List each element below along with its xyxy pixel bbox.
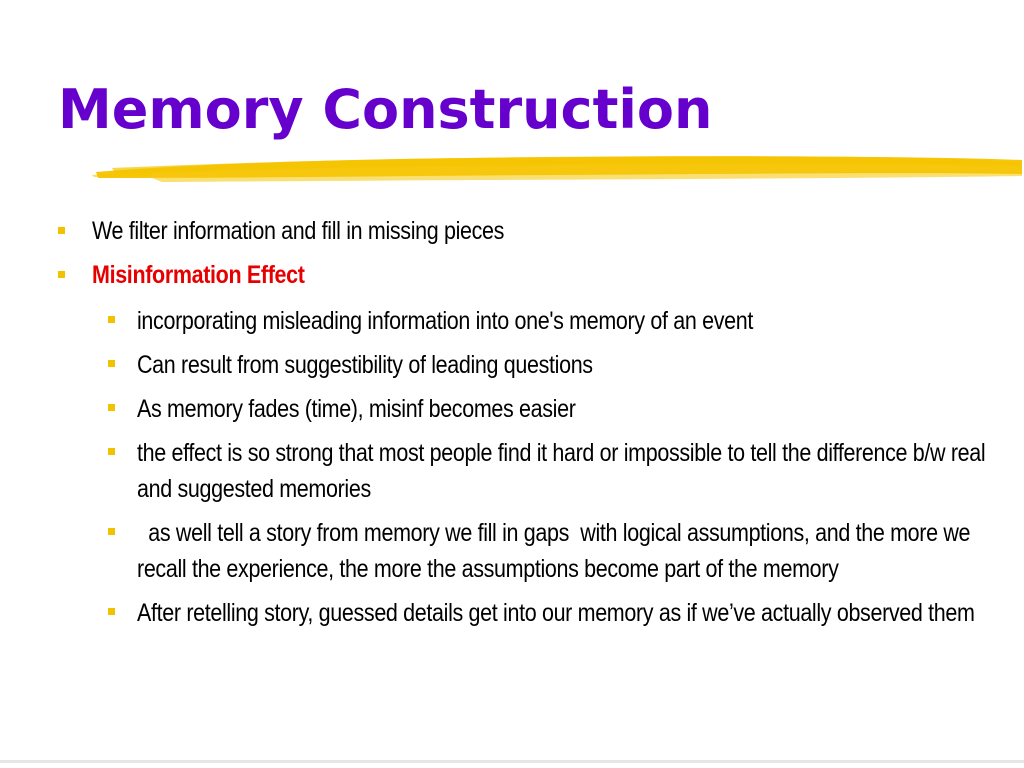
list-item <box>0 595 997 631</box>
footer-divider <box>0 760 1024 763</box>
list-item-text: After retelling story, guessed details get into our memory as if we’ve actually observed them <box>137 599 975 627</box>
title-underline-brushstroke <box>92 148 1024 188</box>
list-item-text: Can result from suggestibility of leading questions <box>137 351 593 379</box>
list-item <box>0 515 997 587</box>
list-item-text: the effect is so strong that most people find it hard or impossible to tell the difference b/w real and suggested memories <box>137 439 986 503</box>
list-item-text: We filter information and fill in missing pieces <box>92 217 505 245</box>
list-item-text: Misinformation Effect <box>92 261 305 289</box>
list-item <box>0 213 1024 249</box>
slide-title: Memory Construction <box>58 78 713 141</box>
list-item <box>0 303 997 339</box>
brushstroke-strokes <box>92 156 1022 182</box>
square-bullet-icon <box>108 528 115 535</box>
bullet-list <box>0 209 1024 631</box>
list-item-text: As memory fades (time), misinf becomes easier <box>137 395 576 423</box>
square-bullet-icon <box>58 271 65 278</box>
list-item-heading <box>0 257 1024 293</box>
list-item-text: incorporating misleading information into one's memory of an event <box>137 307 753 335</box>
list-item-text: as well tell a story from memory we fill in gaps with logical assumptions, and the more we recall the experience, the more the assumptions become part of the memory <box>137 519 976 583</box>
square-bullet-icon <box>108 360 115 367</box>
square-bullet-icon <box>108 316 115 323</box>
list-item <box>0 347 997 383</box>
square-bullet-icon <box>108 608 115 615</box>
square-bullet-icon <box>58 227 65 234</box>
list-item <box>0 435 997 507</box>
square-bullet-icon <box>108 448 115 455</box>
square-bullet-icon <box>108 404 115 411</box>
list-item <box>0 391 997 427</box>
